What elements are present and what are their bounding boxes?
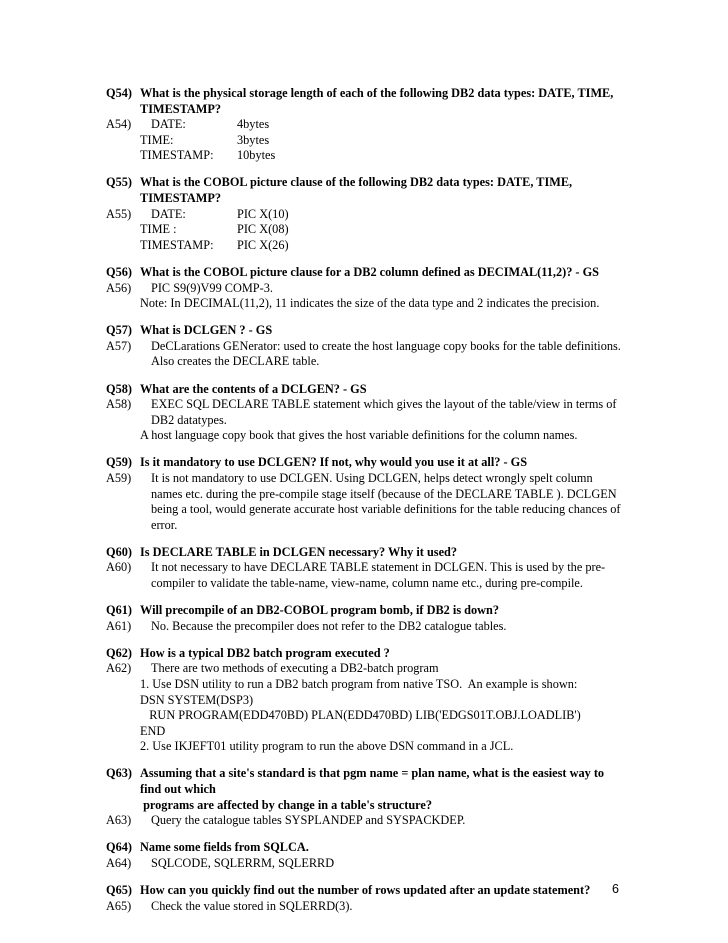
question-text: How is a typical DB2 batch program executed ? bbox=[140, 645, 390, 660]
answer-label: A60) bbox=[106, 560, 132, 575]
answer-line: DSN SYSTEM(DSP3) bbox=[140, 692, 254, 707]
answer bbox=[106, 117, 626, 164]
question-text: What is DCLGEN ? - GS bbox=[140, 323, 273, 338]
answer bbox=[106, 619, 626, 635]
answer-label: A62) bbox=[106, 661, 132, 676]
answer-text bbox=[140, 661, 626, 677]
answer-text bbox=[140, 856, 626, 872]
datatype-value: PIC X(26) bbox=[237, 237, 289, 252]
answer bbox=[106, 397, 626, 428]
answer-line: 2. Use IKJEFT01 utility program to run the above DSN command in a JCL. bbox=[140, 739, 514, 754]
datatype-name: TIME : bbox=[140, 222, 177, 237]
question-text: Is DECLARE TABLE in DCLGEN necessary? Why it used? bbox=[140, 544, 458, 559]
answer-label: A57) bbox=[106, 338, 132, 353]
question bbox=[106, 766, 626, 797]
qa-item bbox=[106, 840, 626, 871]
answer-label: A56) bbox=[106, 280, 132, 295]
answer-text-body: DeCLarations GENerator: used to create the host language copy books for the table definitions. Also creates the DECLARE table. bbox=[151, 338, 621, 369]
question-label: Q62) bbox=[106, 645, 132, 660]
question-text: Assuming that a site's standard is that pgm name = plan name, what is the easiest way to find out which bbox=[140, 766, 605, 797]
question-text: What is the COBOL picture clause for a DB2 column defined as DECIMAL(11,2)? - GS bbox=[140, 264, 599, 279]
question-text: Is it mandatory to use DCLGEN? If not, why would you use it at all? - GS bbox=[140, 455, 528, 470]
answer bbox=[106, 661, 626, 677]
answer-text-body: EXEC SQL DECLARE TABLE statement which gives the layout of the table/view in terms of DB2 datatypes. bbox=[151, 397, 617, 427]
answer-text-body: Query the catalogue tables SYSPLANDEP and SYSPACKDEP. bbox=[151, 813, 466, 828]
question-label: Q61) bbox=[106, 603, 132, 618]
answer-label: A55) bbox=[106, 206, 132, 221]
question bbox=[106, 86, 626, 117]
answer bbox=[106, 207, 626, 254]
answer-text-body: It not necessary to have DECLARE TABLE statement in DCLGEN. This is used by the pre-compiler to validate the table-name, view-name, column name etc., during pre-compile. bbox=[151, 560, 606, 591]
question-label: Q57) bbox=[106, 323, 132, 338]
datatype-name: DATE: bbox=[151, 206, 186, 221]
datatype-name: TIMESTAMP: bbox=[140, 237, 214, 252]
answer-label: A64) bbox=[106, 855, 132, 870]
answer-text bbox=[140, 619, 626, 635]
qa-item bbox=[106, 883, 626, 914]
answer-text bbox=[140, 281, 626, 297]
qa-item bbox=[106, 545, 626, 592]
question-label: Q65) bbox=[106, 883, 132, 898]
answer-label: A59) bbox=[106, 470, 132, 485]
datatype-name: TIME: bbox=[140, 132, 174, 147]
answer bbox=[106, 856, 626, 872]
answer bbox=[106, 899, 626, 915]
answer-text-body: PIC S9(9)V99 COMP-3. bbox=[151, 280, 273, 295]
answer bbox=[106, 813, 626, 829]
datatype-value: PIC X(08) bbox=[237, 222, 289, 237]
question-text: What are the contents of a DCLGEN? - GS bbox=[140, 381, 367, 396]
answer-line: A host language copy book that gives the host variable definitions for the column names. bbox=[140, 428, 578, 443]
question bbox=[106, 175, 626, 206]
answer-label: A54) bbox=[106, 117, 132, 132]
question-label: Q58) bbox=[106, 381, 132, 396]
question bbox=[106, 323, 626, 339]
answer-text-body: It is not mandatory to use DCLGEN. Using DCLGEN, helps detect wrongly spelt column names etc. during the pre-compile stage itself (because of the DECLARE TABLE ). DCLGEN being a tool, would generate accurate host variable definitions for the table reducing chances of error. bbox=[151, 470, 621, 532]
answer-label: A63) bbox=[106, 813, 132, 828]
question-text: What is the physical storage length of each of the following DB2 data types: DATE, TIME, TIMESTAMP? bbox=[140, 86, 614, 116]
answer bbox=[106, 560, 626, 591]
answer-label: A65) bbox=[106, 898, 132, 913]
question bbox=[106, 603, 626, 619]
datatype-row bbox=[140, 133, 626, 149]
datatype-row bbox=[140, 207, 626, 223]
datatype-value: 10bytes bbox=[237, 148, 276, 163]
answer-text bbox=[140, 471, 626, 533]
datatype-row bbox=[140, 148, 626, 164]
datatype-name: TIMESTAMP: bbox=[140, 148, 214, 163]
question-text: How can you quickly find out the number of rows updated after an update statement? bbox=[140, 883, 591, 898]
answer-text-body: SQLCODE, SQLERRM, SQLERRD bbox=[151, 855, 335, 870]
answer-label: A61) bbox=[106, 618, 132, 633]
question-text-continued: programs are affected by change in a table's structure? bbox=[140, 797, 433, 812]
qa-item bbox=[106, 603, 626, 634]
answer-line: RUN PROGRAM(EDD470BD) PLAN(EDD470BD) LIB('EDGS01T.OBJ.LOADLIB') bbox=[140, 708, 581, 723]
question bbox=[106, 455, 626, 471]
question-label: Q55) bbox=[106, 175, 132, 190]
answer-text-body: There are two methods of executing a DB2-batch program bbox=[151, 661, 439, 676]
datatype-value: 4bytes bbox=[237, 117, 270, 132]
datatype-value: PIC X(10) bbox=[237, 206, 289, 221]
answer-label: A58) bbox=[106, 397, 132, 412]
question-text: Will precompile of an DB2-COBOL program bomb, if DB2 is down? bbox=[140, 603, 500, 618]
question-label: Q60) bbox=[106, 544, 132, 559]
answer bbox=[106, 281, 626, 297]
answer-text bbox=[140, 899, 626, 915]
question bbox=[106, 883, 626, 899]
question bbox=[106, 646, 626, 662]
answer-datatype-table bbox=[140, 207, 626, 254]
qa-item bbox=[106, 382, 626, 444]
datatype-row bbox=[140, 117, 626, 133]
question-label: Q54) bbox=[106, 86, 132, 100]
datatype-value: 3bytes bbox=[237, 132, 270, 147]
qa-item bbox=[106, 646, 626, 755]
qa-item bbox=[106, 766, 626, 828]
question-text: Name some fields from SQLCA. bbox=[140, 840, 309, 855]
answer-line: 1. Use DSN utility to run a DB2 batch program from native TSO. An example is shown: bbox=[140, 677, 578, 691]
question-label: Q56) bbox=[106, 264, 132, 279]
qa-item bbox=[106, 265, 626, 312]
datatype-row bbox=[140, 238, 626, 254]
question bbox=[106, 382, 626, 398]
answer-text bbox=[140, 560, 626, 591]
question bbox=[106, 545, 626, 561]
question bbox=[106, 840, 626, 856]
question-label: Q59) bbox=[106, 455, 132, 470]
answer-text bbox=[140, 339, 626, 370]
answer-line: END bbox=[140, 723, 166, 738]
answer-text-body: No. Because the precompiler does not refer to the DB2 catalogue tables. bbox=[151, 618, 507, 633]
datatype-row bbox=[140, 222, 626, 238]
answer-text bbox=[140, 397, 626, 428]
question-label: Q64) bbox=[106, 840, 132, 855]
question bbox=[106, 265, 626, 281]
qa-item bbox=[106, 455, 626, 533]
page-number: 6 bbox=[612, 882, 619, 896]
qa-item bbox=[106, 86, 626, 164]
answer-datatype-table bbox=[140, 117, 626, 164]
qa-list bbox=[106, 86, 626, 926]
answer-text-body: Check the value stored in SQLERRD(3). bbox=[151, 898, 353, 913]
question-text: What is the COBOL picture clause of the following DB2 data types: DATE, TIME, TIMESTAMP? bbox=[140, 175, 573, 206]
qa-item bbox=[106, 175, 626, 253]
question-label: Q63) bbox=[106, 766, 132, 781]
answer bbox=[106, 339, 626, 370]
answer-line: Note: In DECIMAL(11,2), 11 indicates the size of the data type and 2 indicates the precision. bbox=[140, 296, 600, 311]
qa-item bbox=[106, 323, 626, 370]
answer bbox=[106, 471, 626, 533]
datatype-name: DATE: bbox=[151, 117, 186, 132]
answer-text bbox=[140, 813, 626, 829]
